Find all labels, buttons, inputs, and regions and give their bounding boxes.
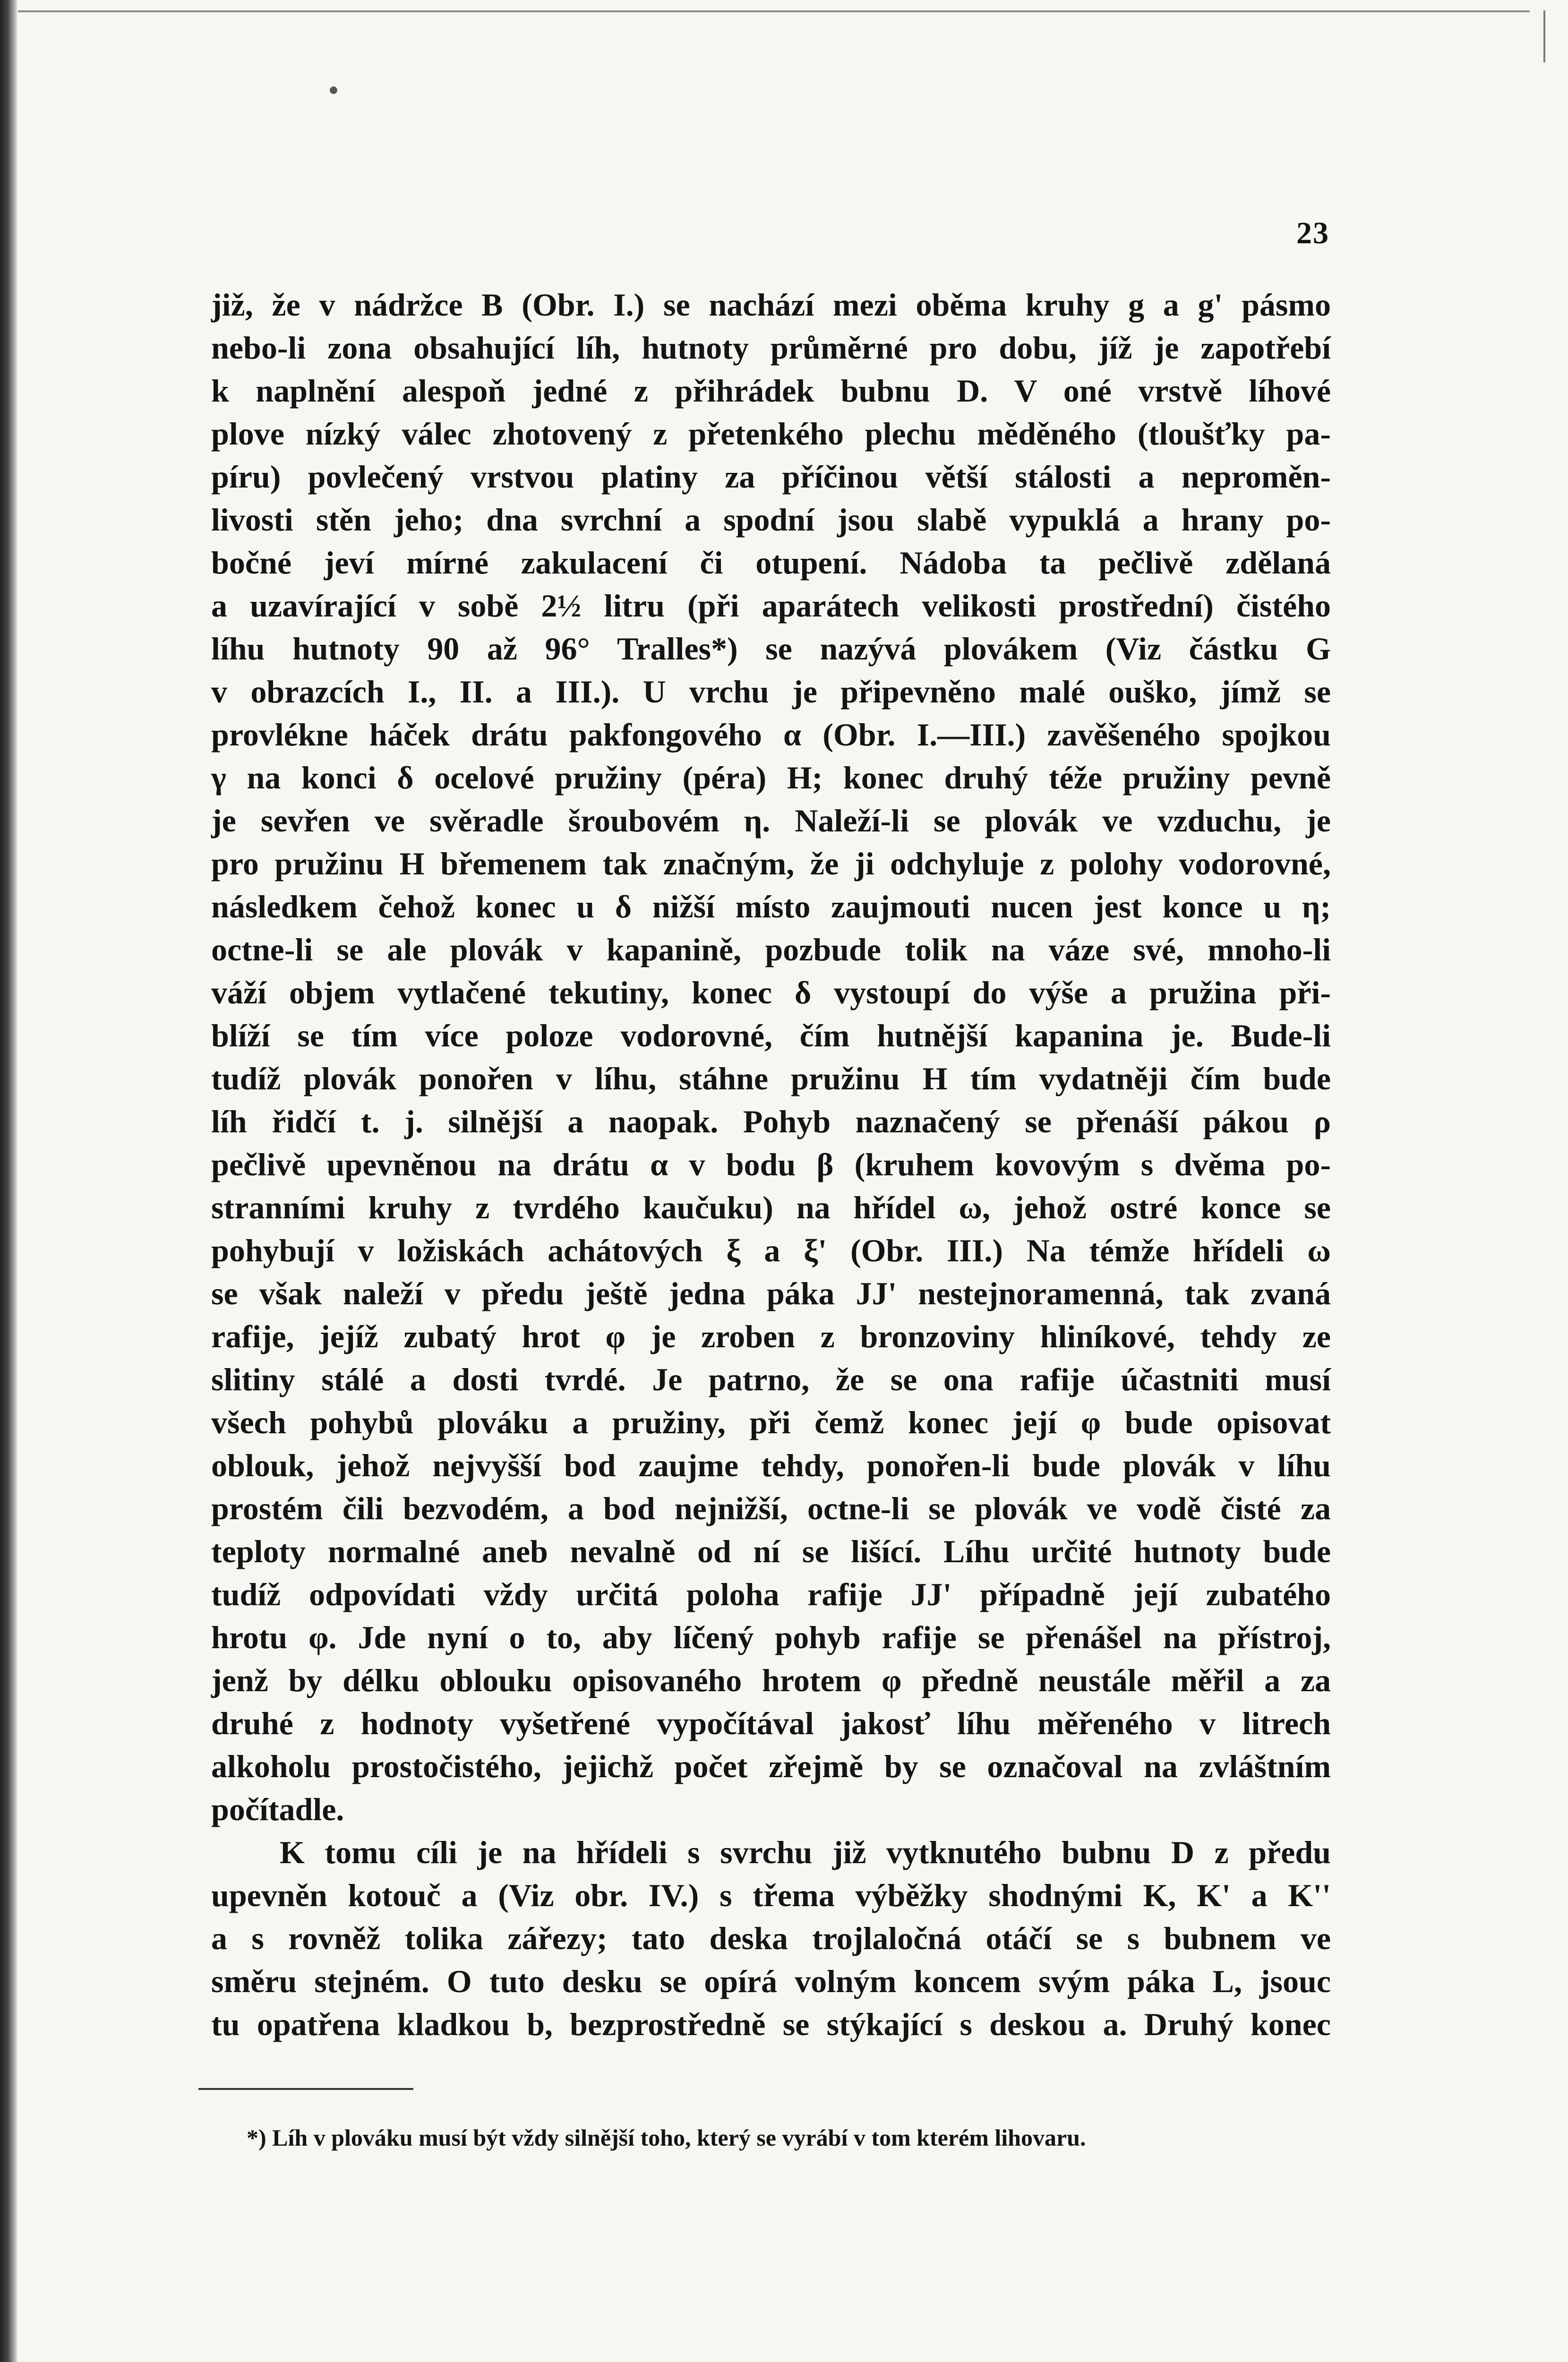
text-line: líh řidčí t. j. silnější a naopak. Pohyb naznačený se přenáší pákou ρ [211, 1104, 1331, 1139]
page-number: 23 [1296, 216, 1329, 250]
text-line: se však naleží v předu ještě jedna páka JJ' nestejnoramenná, tak zvaná [211, 1275, 1331, 1311]
text-line: je sevřen ve svěradle šroubovém η. Naleží-li se plovák ve vzduchu, je [211, 803, 1331, 839]
text-line: nebo-li zona obsahující líh, hutnoty průměrné pro dobu, jíž je zapotřebí [211, 330, 1331, 366]
scan-right-edge [1543, 10, 1545, 62]
text-line: k naplnění alespoň jedné z přihrádek bubnu D. V oné vrstvě líhové [211, 373, 1331, 409]
body-text [211, 283, 1331, 2046]
scan-binding-edge [0, 0, 18, 2362]
text-line: prostém čili bezvodém, a bod nejnižší, octne-li se plovák ve vodě čisté za [211, 1490, 1331, 1526]
text-line: plove nízký válec zhotovený z přetenkého plechu měděného (tloušťky pa- [211, 416, 1331, 452]
scan-top-edge [18, 10, 1530, 12]
footnote: *) Líh v plováku musí být vždy silnější toho, který se vyrábí v tom kterém lihovaru. [247, 2124, 1086, 2151]
text-line: tudíž plovák ponořen v líhu, stáhne pružinu H tím vydatněji čím bude [211, 1061, 1331, 1096]
text-line: již, že v nádržce B (Obr. I.) se nachází mezi oběma kruhy g a g' pásmo [211, 287, 1331, 323]
text-line: všech pohybů plováku a pružiny, při čemž konec její φ bude opisovat [211, 1404, 1331, 1440]
text-line: líhu hutnoty 90 až 96° Tralles*) se nazývá plovákem (Viz částku G [211, 631, 1331, 667]
text-line: směru stejném. O tuto desku se opírá volným koncem svým páka L, jsouc [211, 1963, 1331, 1999]
text-line: pečlivě upevněnou na drátu α v bodu β (kruhem kovovým s dvěma po- [211, 1147, 1331, 1182]
text-line: pohybují v ložiskách achátových ξ a ξ' (Obr. III.) Na témže hřídeli ω [211, 1232, 1331, 1268]
text-line: a uzavírající v sobě 2½ litru (při aparátech velikosti prostřední) čistého [211, 588, 1331, 624]
text-line: slitiny stálé a dosti tvrdé. Je patrno, že se ona rafije účastniti musí [211, 1361, 1331, 1397]
text-line: provlékne háček drátu pakfongového α (Obr. I.—III.) zavěšeného spojkou [211, 717, 1331, 753]
text-line: píru) povlečený vrstvou platiny za příčinou větší stálosti a neproměn- [211, 459, 1331, 495]
text-line: následkem čehož konec u δ nižší místo zaujmouti nucen jest konce u η; [211, 889, 1331, 924]
text-line: počítadle. [211, 1791, 344, 1827]
text-line: tudíž odpovídati vždy určitá poloha rafije JJ' případně její zubatého [211, 1576, 1331, 1612]
scan-speck [330, 86, 337, 94]
text-line: K tomu cíli je na hřídeli s svrchu již vytknutého bubnu D z předu [280, 1834, 1331, 1870]
text-line: v obrazcích I., II. a III.). U vrchu je připevněno malé ouško, jímž se [211, 674, 1331, 710]
text-line: váží objem vytlačené tekutiny, konec δ vystoupí do výše a pružina při- [211, 975, 1331, 1010]
text-line: livosti stěn jeho; dna svrchní a spodní jsou slabě vypuklá a hrany po- [211, 502, 1331, 538]
text-line: teploty normalné aneb nevalně od ní se lišící. Líhu určité hutnoty bude [211, 1533, 1331, 1569]
text-line: upevněn kotouč a (Viz obr. IV.) s třema výběžky shodnými K, K' a K'' [211, 1877, 1331, 1913]
text-line: blíží se tím více poloze vodorovné, čím hutnější kapanina je. Bude-li [211, 1018, 1331, 1053]
text-line: tu opatřena kladkou b, bezprostředně se stýkající s deskou a. Druhý konec [211, 2006, 1331, 2042]
text-line: hrotu φ. Jde nyní o to, aby líčený pohyb rafije se přenášel na přístroj, [211, 1619, 1331, 1655]
text-line: pro pružinu H břemenem tak značným, že ji odchyluje z polohy vodorovné, [211, 846, 1331, 881]
text-line: rafije, jejíž zubatý hrot φ je zroben z bronzoviny hliníkové, tehdy ze [211, 1318, 1331, 1354]
text-line: oblouk, jehož nejvyšší bod zaujme tehdy, ponořen-li bude plovák v líhu [211, 1447, 1331, 1483]
text-line: alkoholu prostočistého, jejichž počet zřejmě by se označoval na zvláštním [211, 1748, 1331, 1784]
text-line: druhé z hodnoty vyšetřené vypočítával jakosť líhu měřeného v litrech [211, 1705, 1331, 1741]
text-line: octne-li se ale plovák v kapanině, pozbude tolik na váze své, mnoho-li [211, 932, 1331, 967]
text-line: bočné jeví mírné zakulacení či otupení. Nádoba ta pečlivě zdělaná [211, 545, 1331, 581]
text-line: a s rovněž tolika zářezy; tato deska trojlaločná otáčí se s bubnem ve [211, 1920, 1331, 1956]
text-line: γ na konci δ ocelové pružiny (péra) H; konec druhý téže pružiny pevně [211, 760, 1331, 796]
text-line: stranními kruhy z tvrdého kaučuku) na hřídel ω, jehož ostré konce se [211, 1190, 1331, 1225]
footnote-divider [198, 2088, 413, 2090]
text-line: jenž by délku oblouku opisovaného hrotem φ předně neustále měřil a za [211, 1662, 1331, 1698]
